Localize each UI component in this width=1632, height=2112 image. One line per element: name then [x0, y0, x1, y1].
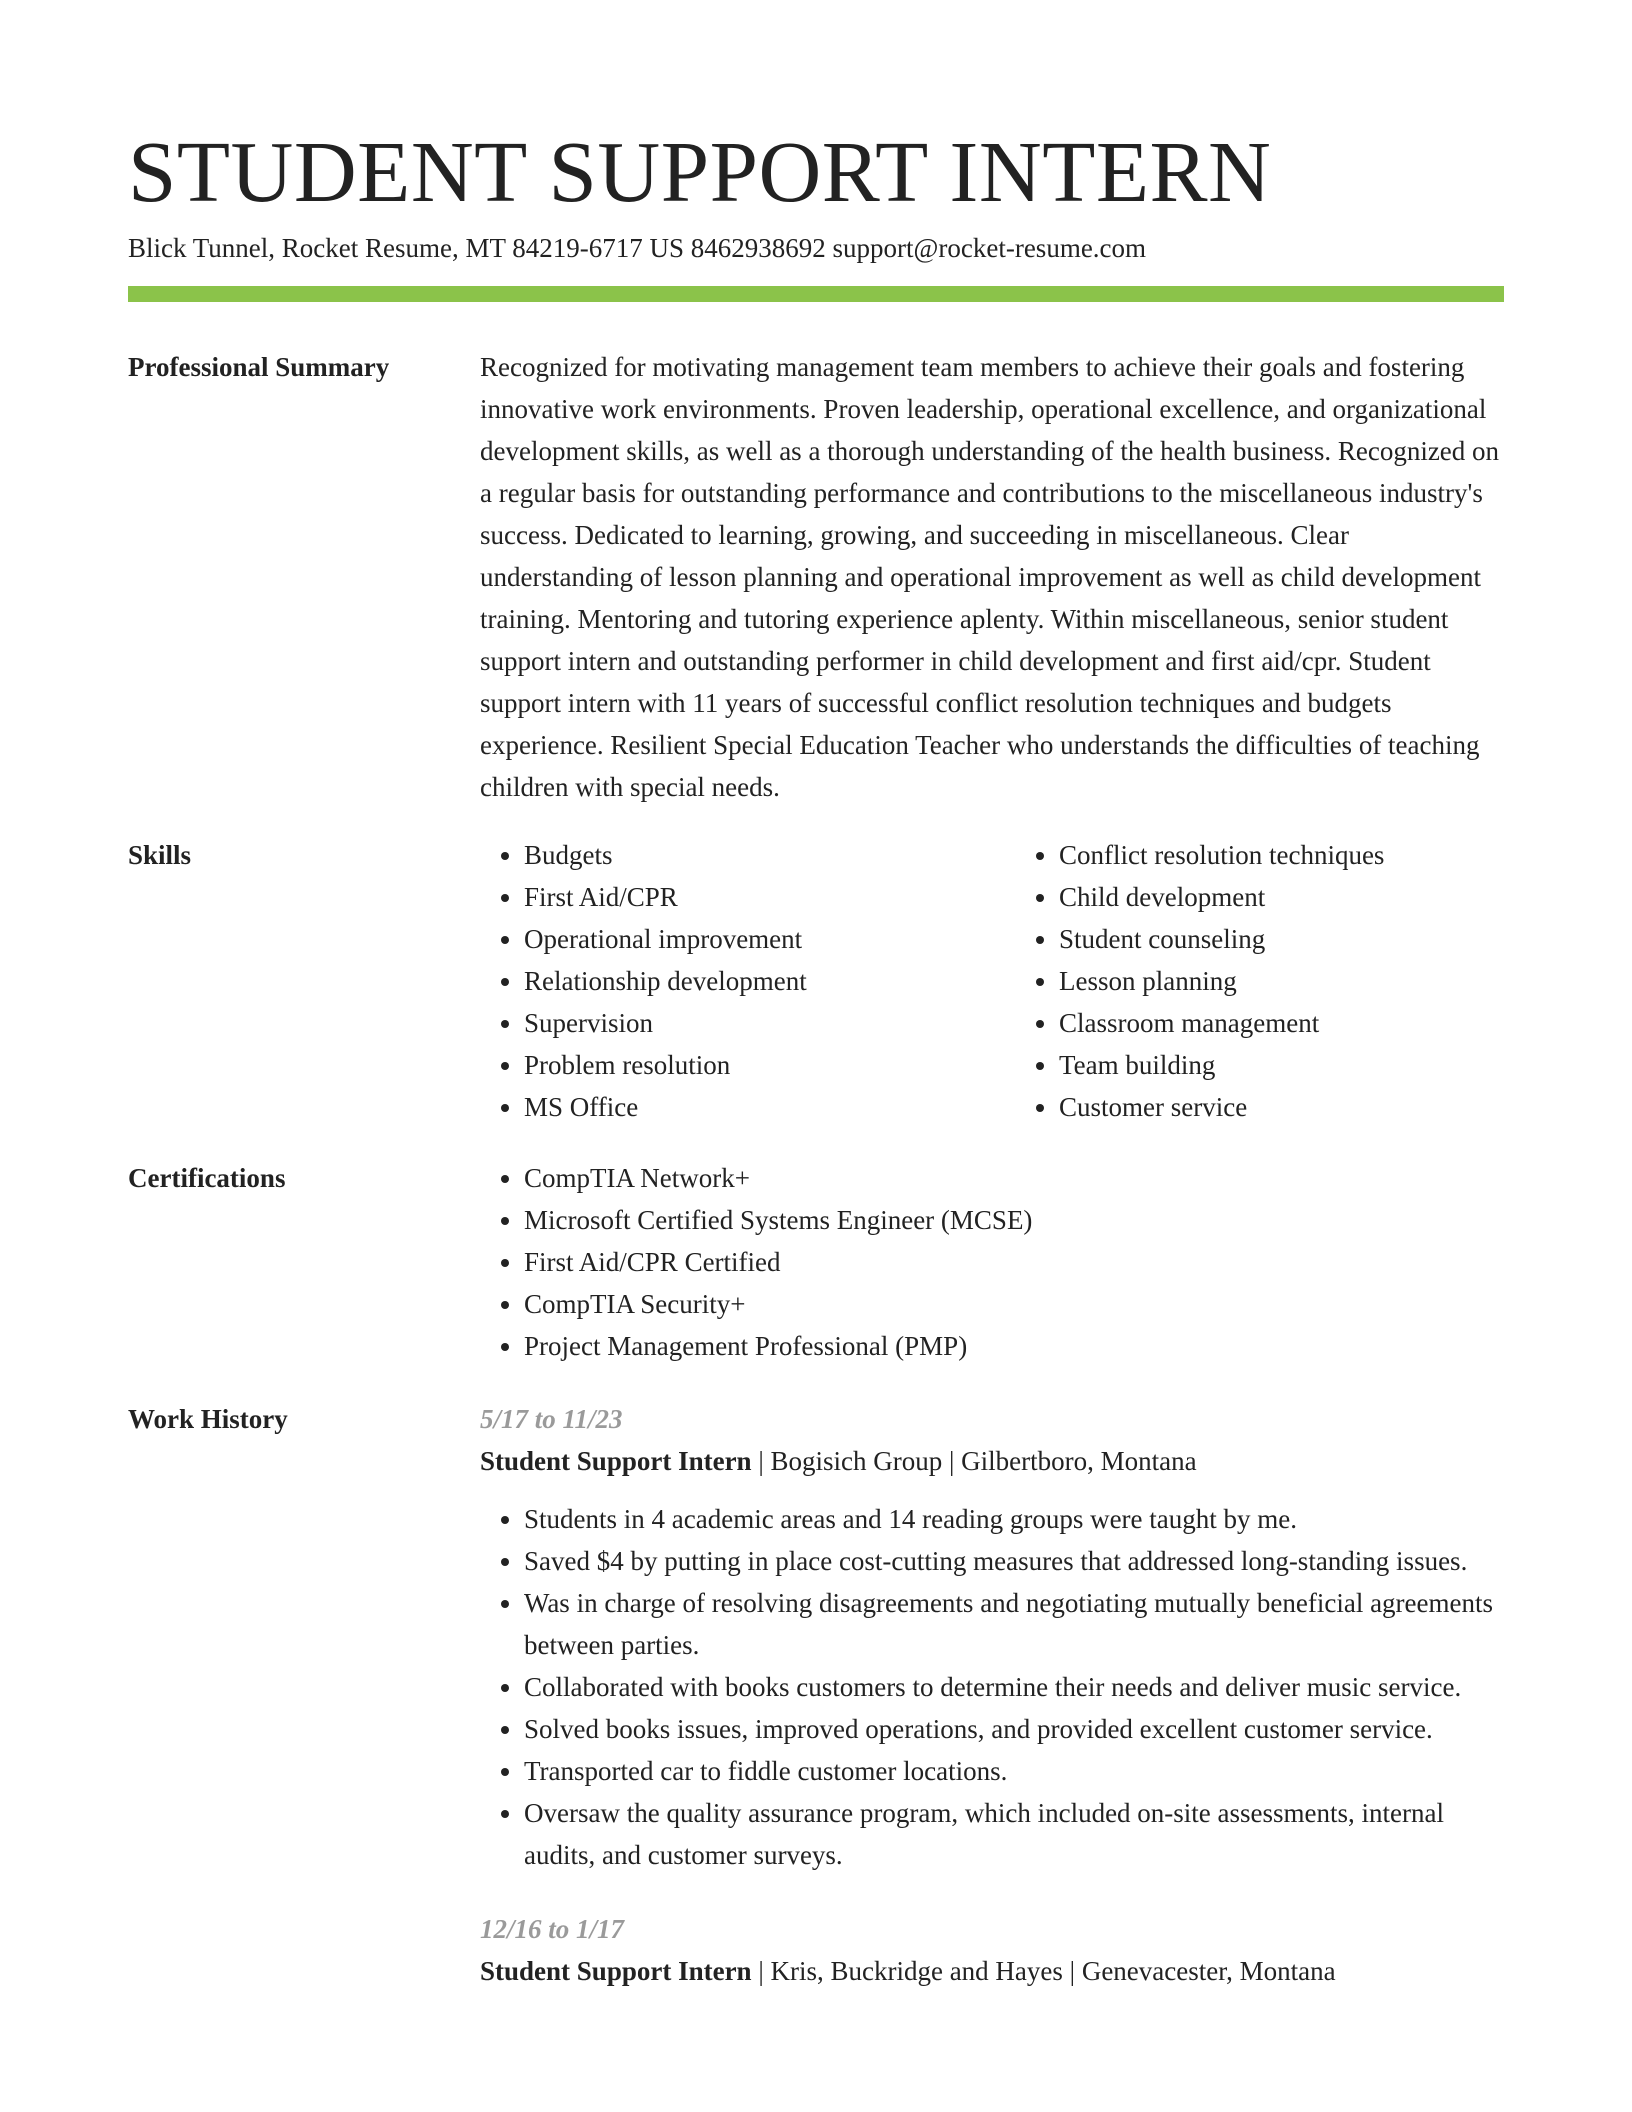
job-entry: [480, 1398, 1506, 1876]
job-dates: 5/17 to 11/23: [480, 1404, 623, 1434]
summary-body: [480, 346, 1506, 808]
job-bullet: • Saved $4 by putting in place cost-cutting measures that addressed long-standing issues.: [524, 1540, 1506, 1582]
contact-line: Blick Tunnel, Rocket Resume, MT 84219-6717 US 8462938692 support@rocket-resume.com: [128, 233, 1147, 263]
certifications-list: [480, 1157, 1506, 1367]
resume-name-heading: STUDENT SUPPORT INTERN: [128, 123, 1272, 220]
work-history-body: [480, 1398, 1506, 1992]
skill-item: • Classroom management: [1059, 1002, 1506, 1044]
job-bullet: • Collaborated with books customers to determine their needs and deliver music service.: [524, 1666, 1506, 1708]
skill-item: • Budgets: [524, 834, 971, 876]
work-history-label: Work History: [128, 1404, 288, 1434]
skill-item: • Problem resolution: [524, 1044, 971, 1086]
summary-label: Professional Summary: [128, 352, 390, 382]
certifications-label: Certifications: [128, 1163, 286, 1193]
job-bullets: [480, 1498, 1506, 1876]
certification-item: • Project Management Professional (PMP): [524, 1325, 1506, 1367]
skill-item: • Lesson planning: [1059, 960, 1506, 1002]
summary-text: Recognized for motivating management team members to achieve their goals and fostering innovative work environments. Proven leadership, operational excellence, and organizational development skills, as well as a thorough understanding of the health business. Recognized on a regular basis for outstanding performance and contributions to the miscellaneous industry's success. Dedicated to learning, growing, and succeeding in miscellaneous. Clear understanding of lesson planning and operational improvement as well as child development training. Mentoring and tutoring experience aplenty. Within miscellaneous, senior student support intern and outstanding performer in child development and first aid/cpr. Student support intern with 11 years of successful conflict resolution techniques and budgets experience. Resilient Special Education Teacher who understands the difficulties of teaching children with special needs.: [480, 352, 1500, 802]
skill-item: • First Aid/CPR: [524, 876, 971, 918]
job-employer-location: | Bogisich Group | Gilbertboro, Montana: [751, 1446, 1197, 1476]
job-heading: [480, 1950, 1506, 1992]
skill-item: • Customer service: [1059, 1086, 1506, 1128]
job-bullet: • Transported car to fiddle customer locations.: [524, 1750, 1506, 1792]
skills-list-left: [480, 834, 971, 1128]
job-bullet: • Was in charge of resolving disagreements and negotiating mutually beneficial agreements between parties.: [524, 1582, 1506, 1666]
certification-item: • First Aid/CPR Certified: [524, 1241, 1506, 1283]
skills-list-right: [1015, 834, 1506, 1128]
job-title: Student Support Intern: [480, 1446, 752, 1476]
skill-item: • Conflict resolution techniques: [1059, 834, 1506, 876]
certification-item: • CompTIA Security+: [524, 1283, 1506, 1325]
job-employer-location: | Kris, Buckridge and Hayes | Genevacester, Montana: [751, 1956, 1336, 1986]
skill-item: • Student counseling: [1059, 918, 1506, 960]
certifications-body: [480, 1157, 1506, 1367]
job-bullet: • Solved books issues, improved operations, and provided excellent customer service.: [524, 1708, 1506, 1750]
job-entry: [480, 1908, 1506, 1992]
job-dates: 12/16 to 1/17: [480, 1914, 625, 1944]
skill-item: • MS Office: [524, 1086, 971, 1128]
certification-item: • Microsoft Certified Systems Engineer (MCSE): [524, 1199, 1506, 1241]
job-bullet: • Students in 4 academic areas and 14 reading groups were taught by me.: [524, 1498, 1506, 1540]
job-heading: [480, 1440, 1506, 1482]
header-divider: [128, 286, 1504, 302]
skills-label: Skills: [128, 840, 192, 870]
skills-columns: [480, 834, 1506, 1128]
job-bullet: • Oversaw the quality assurance program, which included on-site assessments, internal audits, and customer surveys.: [524, 1792, 1506, 1876]
skill-item: • Supervision: [524, 1002, 971, 1044]
skill-item: • Child development: [1059, 876, 1506, 918]
skill-item: • Operational improvement: [524, 918, 971, 960]
skill-item: • Relationship development: [524, 960, 971, 1002]
skill-item: • Team building: [1059, 1044, 1506, 1086]
certification-item: • CompTIA Network+: [524, 1157, 1506, 1199]
job-title: Student Support Intern: [480, 1956, 752, 1986]
